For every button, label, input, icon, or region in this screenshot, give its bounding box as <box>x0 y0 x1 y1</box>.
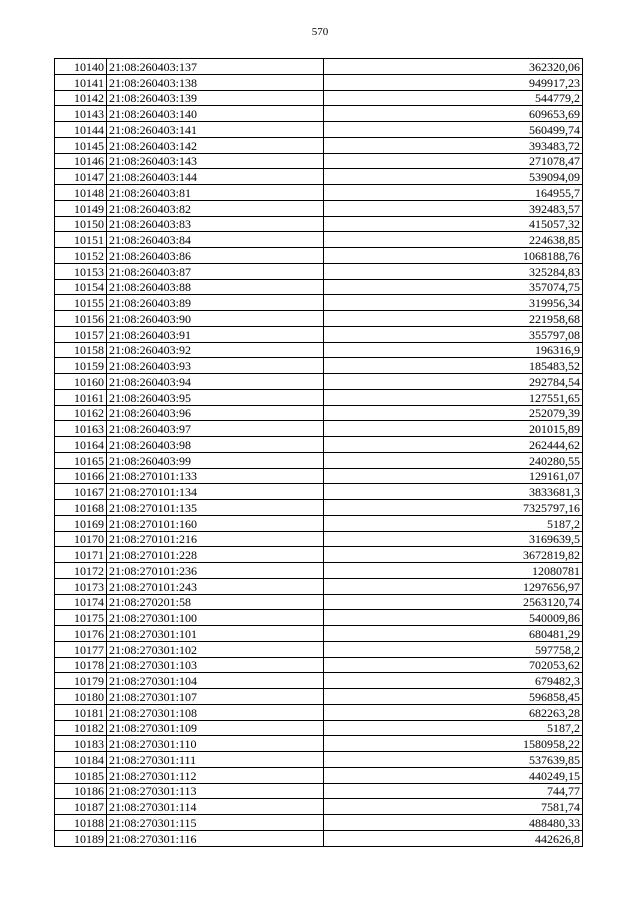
row-number-cell: 10183 <box>55 736 107 752</box>
row-number-cell: 10145 <box>55 137 107 153</box>
cadastral-value-cell: 392483,57 <box>324 200 583 216</box>
cadastral-number-cell: 21:08:260403:96 <box>107 405 324 421</box>
table-row <box>55 657 583 673</box>
cadastral-value-cell: 5187,2 <box>324 720 583 736</box>
row-number-cell: 10177 <box>55 641 107 657</box>
cadastral-value-cell: 544779,2 <box>324 90 583 106</box>
row-number-cell: 10148 <box>55 185 107 201</box>
row-number-cell: 10182 <box>55 720 107 736</box>
table-row <box>55 122 583 138</box>
table-row <box>55 815 583 831</box>
table-row <box>55 295 583 311</box>
row-number-cell: 10181 <box>55 704 107 720</box>
cadastral-value-cell: 442626,8 <box>324 830 583 846</box>
table-row <box>55 563 583 579</box>
cadastral-number-cell: 21:08:260403:98 <box>107 437 324 453</box>
table-row <box>55 358 583 374</box>
cadastral-value-cell: 540009,86 <box>324 610 583 626</box>
cadastral-value-cell: 393483,72 <box>324 137 583 153</box>
cadastral-value-cell: 680481,29 <box>324 626 583 642</box>
cadastral-number-cell: 21:08:260403:139 <box>107 90 324 106</box>
cadastral-number-cell: 21:08:260403:97 <box>107 421 324 437</box>
cadastral-value-cell: 319956,34 <box>324 295 583 311</box>
cadastral-number-cell: 21:08:270301:100 <box>107 610 324 626</box>
cadastral-number-cell: 21:08:270301:111 <box>107 752 324 768</box>
row-number-cell: 10161 <box>55 389 107 405</box>
table-row <box>55 673 583 689</box>
row-number-cell: 10156 <box>55 311 107 327</box>
row-number-cell: 10178 <box>55 657 107 673</box>
cadastral-value-cell: 129161,07 <box>324 468 583 484</box>
cadastral-value-cell: 560499,74 <box>324 122 583 138</box>
cadastral-value-cell: 7325797,16 <box>324 500 583 516</box>
cadastral-number-cell: 21:08:270101:236 <box>107 563 324 579</box>
table-row <box>55 720 583 736</box>
row-number-cell: 10158 <box>55 342 107 358</box>
table-row <box>55 279 583 295</box>
table-row <box>55 263 583 279</box>
table-row <box>55 74 583 90</box>
cadastral-number-cell: 21:08:260403:91 <box>107 326 324 342</box>
cadastral-number-cell: 21:08:270301:116 <box>107 830 324 846</box>
cadastral-number-cell: 21:08:260403:141 <box>107 122 324 138</box>
row-number-cell: 10159 <box>55 358 107 374</box>
cadastral-value-cell: 596858,45 <box>324 689 583 705</box>
row-number-cell: 10172 <box>55 563 107 579</box>
cadastral-value-cell: 262444,62 <box>324 437 583 453</box>
table-row <box>55 704 583 720</box>
table-row <box>55 468 583 484</box>
table-row <box>55 153 583 169</box>
row-number-cell: 10169 <box>55 515 107 531</box>
cadastral-number-cell: 21:08:270101:160 <box>107 515 324 531</box>
table-row <box>55 500 583 516</box>
cadastral-number-cell: 21:08:260403:94 <box>107 374 324 390</box>
page-number: 570 <box>311 26 329 38</box>
cadastral-number-cell: 21:08:260403:84 <box>107 232 324 248</box>
row-number-cell: 10153 <box>55 263 107 279</box>
cadastral-value-cell: 1297656,97 <box>324 578 583 594</box>
cadastral-value-cell: 127551,65 <box>324 389 583 405</box>
row-number-cell: 10176 <box>55 626 107 642</box>
cadastral-value-cell: 362320,06 <box>324 59 583 75</box>
table-row <box>55 326 583 342</box>
row-number-cell: 10188 <box>55 815 107 831</box>
row-number-cell: 10168 <box>55 500 107 516</box>
table-row <box>55 106 583 122</box>
cadastral-number-cell: 21:08:270301:107 <box>107 689 324 705</box>
cadastral-value-cell: 224638,85 <box>324 232 583 248</box>
cadastral-value-cell: 12080781 <box>324 563 583 579</box>
cadastral-number-cell: 21:08:270301:113 <box>107 783 324 799</box>
table-row <box>55 169 583 185</box>
table-row <box>55 641 583 657</box>
cadastral-value-cell: 196316,9 <box>324 342 583 358</box>
cadastral-value-cell: 3169639,5 <box>324 531 583 547</box>
cadastral-value-cell: 271078,47 <box>324 153 583 169</box>
cadastral-value-cell: 609653,69 <box>324 106 583 122</box>
cadastral-number-cell: 21:08:270101:135 <box>107 500 324 516</box>
row-number-cell: 10166 <box>55 468 107 484</box>
row-number-cell: 10157 <box>55 326 107 342</box>
cadastral-number-cell: 21:08:260403:140 <box>107 106 324 122</box>
table-row <box>55 59 583 75</box>
cadastral-value-cell: 252079,39 <box>324 405 583 421</box>
cadastral-number-cell: 21:08:270301:102 <box>107 641 324 657</box>
cadastral-value-cell: 240280,55 <box>324 452 583 468</box>
cadastral-value-cell: 325284,83 <box>324 263 583 279</box>
cadastral-number-cell: 21:08:270301:115 <box>107 815 324 831</box>
cadastral-number-cell: 21:08:270301:112 <box>107 767 324 783</box>
row-number-cell: 10142 <box>55 90 107 106</box>
row-number-cell: 10164 <box>55 437 107 453</box>
cadastral-value-cell: 679482,3 <box>324 673 583 689</box>
table-row <box>55 578 583 594</box>
cadastral-number-cell: 21:08:260403:82 <box>107 200 324 216</box>
cadastral-number-cell: 21:08:260403:144 <box>107 169 324 185</box>
table-row <box>55 90 583 106</box>
table-row <box>55 594 583 610</box>
cadastral-number-cell: 21:08:260403:83 <box>107 216 324 232</box>
row-number-cell: 10147 <box>55 169 107 185</box>
cadastral-number-cell: 21:08:260403:81 <box>107 185 324 201</box>
row-number-cell: 10180 <box>55 689 107 705</box>
cadastral-number-cell: 21:08:260403:88 <box>107 279 324 295</box>
row-number-cell: 10163 <box>55 421 107 437</box>
cadastral-value-cell: 7581,74 <box>324 799 583 815</box>
cadastral-value-cell: 537639,85 <box>324 752 583 768</box>
table-row <box>55 752 583 768</box>
row-number-cell: 10167 <box>55 484 107 500</box>
table-row <box>55 531 583 547</box>
row-number-cell: 10179 <box>55 673 107 689</box>
cadastral-number-cell: 21:08:270201:58 <box>107 594 324 610</box>
table-row <box>55 767 583 783</box>
cadastral-value-cell: 539094,09 <box>324 169 583 185</box>
cadastral-number-cell: 21:08:260403:87 <box>107 263 324 279</box>
cadastral-value-cell: 415057,32 <box>324 216 583 232</box>
table-row <box>55 626 583 642</box>
table-row <box>55 437 583 453</box>
cadastral-number-cell: 21:08:270301:110 <box>107 736 324 752</box>
cadastral-value-cell: 682263,28 <box>324 704 583 720</box>
table-row <box>55 389 583 405</box>
table-row <box>55 342 583 358</box>
cadastral-number-cell: 21:08:270101:133 <box>107 468 324 484</box>
cadastral-value-cell: 3672819,82 <box>324 547 583 563</box>
cadastral-value-cell: 949917,23 <box>324 74 583 90</box>
table-row <box>55 405 583 421</box>
cadastral-number-cell: 21:08:270301:103 <box>107 657 324 673</box>
cadastral-value-cell: 1068188,76 <box>324 248 583 264</box>
table-row <box>55 216 583 232</box>
row-number-cell: 10140 <box>55 59 107 75</box>
cadastral-value-cell: 1580958,22 <box>324 736 583 752</box>
row-number-cell: 10143 <box>55 106 107 122</box>
cadastral-value-cell: 5187,2 <box>324 515 583 531</box>
table-row <box>55 248 583 264</box>
cadastral-value-cell: 201015,89 <box>324 421 583 437</box>
cadastral-value-cell: 292784,54 <box>324 374 583 390</box>
table-row <box>55 783 583 799</box>
cadastral-number-cell: 21:08:260403:142 <box>107 137 324 153</box>
table-row <box>55 484 583 500</box>
row-number-cell: 10175 <box>55 610 107 626</box>
row-number-cell: 10150 <box>55 216 107 232</box>
row-number-cell: 10146 <box>55 153 107 169</box>
cadastral-number-cell: 21:08:260403:95 <box>107 389 324 405</box>
cadastral-value-cell: 3833681,3 <box>324 484 583 500</box>
row-number-cell: 10160 <box>55 374 107 390</box>
row-number-cell: 10154 <box>55 279 107 295</box>
cadastral-value-table <box>54 58 583 847</box>
row-number-cell: 10186 <box>55 783 107 799</box>
cadastral-value-cell: 221958,68 <box>324 311 583 327</box>
row-number-cell: 10165 <box>55 452 107 468</box>
cadastral-number-cell: 21:08:260403:89 <box>107 295 324 311</box>
table-row <box>55 515 583 531</box>
cadastral-value-cell: 744,77 <box>324 783 583 799</box>
table-row <box>55 799 583 815</box>
table-row <box>55 232 583 248</box>
cadastral-value-cell: 702053,62 <box>324 657 583 673</box>
cadastral-value-cell: 440249,15 <box>324 767 583 783</box>
cadastral-value-cell: 185483,52 <box>324 358 583 374</box>
cadastral-number-cell: 21:08:270101:243 <box>107 578 324 594</box>
cadastral-value-cell: 2563120,74 <box>324 594 583 610</box>
cadastral-number-cell: 21:08:270301:109 <box>107 720 324 736</box>
row-number-cell: 10162 <box>55 405 107 421</box>
table-row <box>55 830 583 846</box>
cadastral-number-cell: 21:08:270301:108 <box>107 704 324 720</box>
row-number-cell: 10155 <box>55 295 107 311</box>
row-number-cell: 10173 <box>55 578 107 594</box>
cadastral-number-cell: 21:08:270301:104 <box>107 673 324 689</box>
row-number-cell: 10184 <box>55 752 107 768</box>
row-number-cell: 10174 <box>55 594 107 610</box>
cadastral-value-cell: 164955,7 <box>324 185 583 201</box>
cadastral-number-cell: 21:08:270301:101 <box>107 626 324 642</box>
cadastral-value-cell: 488480,33 <box>324 815 583 831</box>
table-row <box>55 452 583 468</box>
row-number-cell: 10189 <box>55 830 107 846</box>
table-row <box>55 185 583 201</box>
cadastral-value-cell: 597758,2 <box>324 641 583 657</box>
table-row <box>55 421 583 437</box>
row-number-cell: 10187 <box>55 799 107 815</box>
cadastral-number-cell: 21:08:270301:114 <box>107 799 324 815</box>
table-row <box>55 736 583 752</box>
table-row <box>55 610 583 626</box>
cadastral-number-cell: 21:08:260403:90 <box>107 311 324 327</box>
cadastral-number-cell: 21:08:260403:137 <box>107 59 324 75</box>
cadastral-number-cell: 21:08:270101:228 <box>107 547 324 563</box>
table-row <box>55 137 583 153</box>
table-row <box>55 374 583 390</box>
cadastral-number-cell: 21:08:260403:86 <box>107 248 324 264</box>
table-body <box>55 59 583 847</box>
table-row <box>55 311 583 327</box>
cadastral-number-cell: 21:08:260403:143 <box>107 153 324 169</box>
table-row <box>55 200 583 216</box>
table-row <box>55 547 583 563</box>
cadastral-number-cell: 21:08:270101:216 <box>107 531 324 547</box>
cadastral-number-cell: 21:08:270101:134 <box>107 484 324 500</box>
row-number-cell: 10151 <box>55 232 107 248</box>
row-number-cell: 10170 <box>55 531 107 547</box>
cadastral-number-cell: 21:08:260403:92 <box>107 342 324 358</box>
row-number-cell: 10152 <box>55 248 107 264</box>
cadastral-number-cell: 21:08:260403:93 <box>107 358 324 374</box>
table-row <box>55 689 583 705</box>
row-number-cell: 10149 <box>55 200 107 216</box>
row-number-cell: 10185 <box>55 767 107 783</box>
cadastral-value-cell: 357074,75 <box>324 279 583 295</box>
row-number-cell: 10171 <box>55 547 107 563</box>
cadastral-value-cell: 355797,08 <box>324 326 583 342</box>
cadastral-number-cell: 21:08:260403:138 <box>107 74 324 90</box>
cadastral-number-cell: 21:08:260403:99 <box>107 452 324 468</box>
row-number-cell: 10141 <box>55 74 107 90</box>
row-number-cell: 10144 <box>55 122 107 138</box>
